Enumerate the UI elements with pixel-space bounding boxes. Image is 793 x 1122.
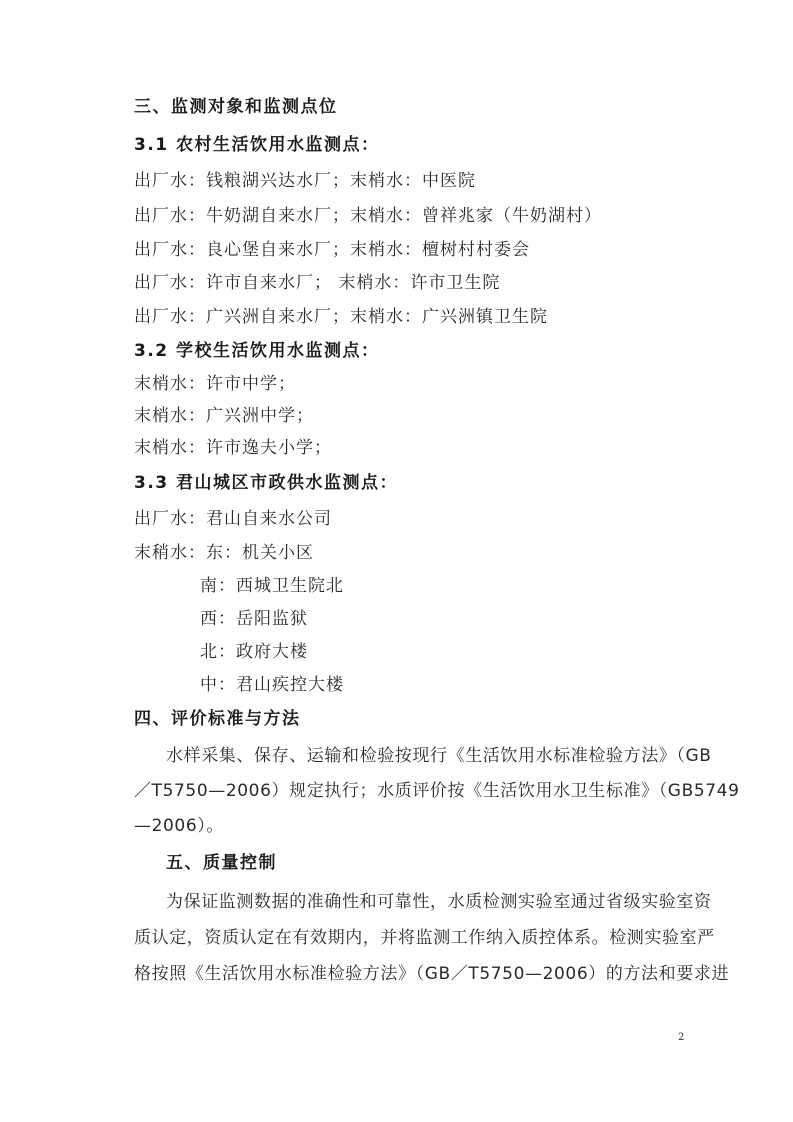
subsection-3-1-heading: 3.1 农村生活饮用水监测点：	[134, 135, 380, 155]
section-4-paragraph-line: ／T5750—2006）规定执行；水质评价按《生活饮用水卫生标准》（GB5749	[134, 781, 740, 801]
section-5-paragraph-line: 质认定，资质认定在有效期内，并将监测工作纳入质控体系。检测实验室严	[134, 928, 715, 948]
rural-site-line: 出厂水：许市自来水厂； 末梢水：许市卫生院	[134, 273, 501, 293]
urban-direction-line: 西：岳阳监狱	[200, 609, 308, 629]
section-3-heading: 三、监测对象和监测点位	[134, 97, 338, 117]
section-4-paragraph-line: 水样采集、保存、运输和检验按现行《生活饮用水标准检验方法》（GB	[166, 746, 712, 766]
school-site-line: 末梢水：许市逸夫小学；	[134, 438, 332, 458]
urban-outlet-line: 出厂水：君山自来水公司	[134, 509, 332, 529]
section-5-paragraph-line: 为保证监测数据的准确性和可靠性，水质检测实验室通过省级实验室资	[166, 892, 712, 912]
rural-site-line: 出厂水：良心堡自来水厂；末梢水：檀树村村委会	[134, 240, 530, 260]
rural-site-line: 出厂水：钱粮湖兴达水厂；末梢水：中医院	[134, 171, 476, 191]
school-site-line: 末梢水：广兴洲中学；	[134, 406, 314, 426]
rural-site-line: 出厂水：牛奶湖自来水厂；末梢水：曾祥兆家（牛奶湖村）	[134, 206, 602, 226]
subsection-3-2-heading: 3.2 学校生活饮用水监测点：	[134, 341, 380, 361]
page-number: 2	[678, 1032, 685, 1043]
rural-site-line: 出厂水：广兴洲自来水厂；末梢水：广兴洲镇卫生院	[134, 307, 548, 327]
urban-terminal-line: 末稍水：东：机关小区	[134, 543, 314, 563]
section-5-heading: 五、质量控制	[166, 853, 277, 873]
section-4-paragraph-line: —2006）。	[134, 816, 224, 836]
subsection-3-3-heading: 3.3 君山城区市政供水监测点：	[134, 473, 399, 493]
section-4-heading: 四、评价标准与方法	[134, 709, 301, 729]
section-5-paragraph-line: 格按照《生活饮用水标准检验方法》（GB／T5750—2006）的方法和要求进	[134, 964, 730, 984]
urban-direction-line: 中：君山疾控大楼	[200, 675, 344, 695]
urban-direction-line: 南：西城卫生院北	[200, 576, 344, 596]
school-site-line: 末梢水：许市中学；	[134, 374, 296, 394]
urban-direction-line: 北：政府大楼	[200, 642, 308, 662]
